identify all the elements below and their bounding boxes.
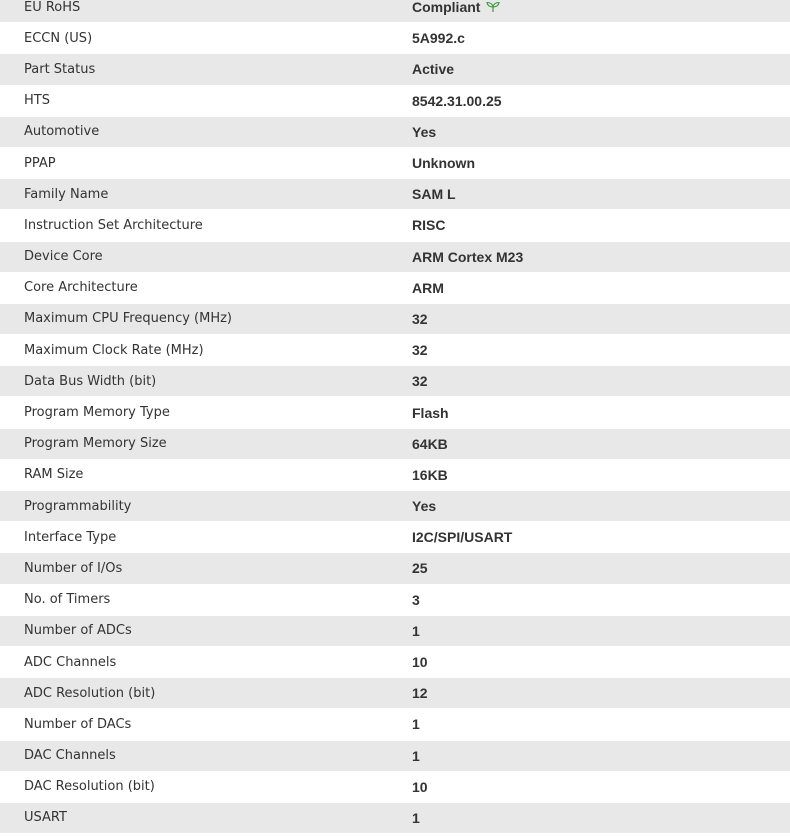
spec-label: ADC Resolution (bit) <box>24 685 156 701</box>
spec-row-max-cpu-frequency <box>0 304 790 335</box>
spec-value: 64KB <box>412 435 448 452</box>
spec-row-adc-resolution <box>0 678 790 709</box>
spec-label: Part Status <box>24 61 96 77</box>
spec-row-number-of-adcs <box>0 616 790 647</box>
spec-label: USART <box>24 810 67 826</box>
spec-label: Automotive <box>24 124 100 140</box>
spec-value <box>387 0 790 15</box>
spec-value: 10 <box>412 654 428 671</box>
spec-row-core-architecture <box>0 273 790 304</box>
spec-row-number-of-ios <box>0 553 790 584</box>
spec-label: Number of DACs <box>24 716 132 732</box>
spec-row-device-core <box>0 242 790 273</box>
spec-value: 32 <box>412 373 428 390</box>
spec-label: Maximum Clock Rate (MHz) <box>24 342 204 358</box>
spec-value: 1 <box>412 747 420 764</box>
spec-row-dac-resolution <box>0 772 790 803</box>
spec-value: 16KB <box>412 466 448 483</box>
spec-row-programmability <box>0 491 790 522</box>
spec-value: Active <box>412 61 455 78</box>
spec-value: 32 <box>412 310 428 327</box>
spec-row-hts <box>0 86 790 117</box>
spec-value: Yes <box>412 123 437 140</box>
spec-value: 12 <box>412 685 428 702</box>
spec-label: Family Name <box>24 186 109 202</box>
spec-label: Core Architecture <box>24 280 138 296</box>
spec-label: Interface Type <box>24 529 117 545</box>
spec-label: Program Memory Type <box>24 405 170 421</box>
spec-row-program-memory-type <box>0 397 790 428</box>
spec-row-max-clock-rate <box>0 335 790 366</box>
spec-value: 32 <box>412 342 428 359</box>
spec-label: ECCN (US) <box>24 30 93 46</box>
leaf-icon <box>486 1 500 13</box>
spec-value: I2C/SPI/USART <box>412 529 513 546</box>
spec-value: ARM <box>412 279 444 296</box>
spec-row-timers <box>0 585 790 616</box>
spec-value: 8542.31.00.25 <box>412 92 502 109</box>
spec-value: 5A992.c <box>412 30 465 47</box>
spec-value: Unknown <box>412 155 475 172</box>
spec-row-interface-type <box>0 522 790 553</box>
spec-value: 1 <box>412 622 420 639</box>
spec-row-ppap <box>0 148 790 179</box>
spec-value: RISC <box>412 217 446 234</box>
spec-row-program-memory-size <box>0 429 790 460</box>
spec-value: SAM L <box>412 186 456 203</box>
spec-row-isa <box>0 210 790 241</box>
spec-row-number-of-dacs <box>0 709 790 740</box>
spec-row-adc-channels <box>0 647 790 678</box>
spec-value: 1 <box>412 809 420 826</box>
spec-row-family-name <box>0 179 790 210</box>
spec-label: Device Core <box>24 249 103 265</box>
spec-label: DAC Resolution (bit) <box>24 779 155 795</box>
spec-row-part-status <box>0 54 790 85</box>
spec-label: Programmability <box>24 498 132 514</box>
spec-row-data-bus-width <box>0 366 790 397</box>
spec-value: Yes <box>412 498 437 515</box>
spec-value: 10 <box>412 778 428 795</box>
spec-row-dac-channels <box>0 741 790 772</box>
spec-value: 25 <box>412 560 428 577</box>
spec-row-automotive <box>0 117 790 148</box>
spec-value-text: Compliant <box>412 0 481 16</box>
spec-row-eccn <box>0 23 790 54</box>
spec-label: ADC Channels <box>24 654 117 670</box>
spec-label: Number of ADCs <box>24 623 132 639</box>
spec-row-ram-size <box>0 460 790 491</box>
spec-label: Number of I/Os <box>24 560 123 576</box>
spec-label: Maximum CPU Frequency (MHz) <box>24 311 232 327</box>
spec-value: ARM Cortex M23 <box>412 248 524 265</box>
spec-value: Flash <box>412 404 449 421</box>
spec-row-eu-rohs <box>0 0 790 23</box>
spec-label: PPAP <box>24 155 56 171</box>
spec-label: DAC Channels <box>24 748 116 764</box>
spec-label: No. of Timers <box>24 592 111 608</box>
spec-label: Data Bus Width (bit) <box>24 373 157 389</box>
spec-label: RAM Size <box>24 467 84 483</box>
spec-label: Instruction Set Architecture <box>24 217 203 233</box>
spec-value: 3 <box>412 591 420 608</box>
spec-label: HTS <box>24 93 50 109</box>
spec-label: Program Memory Size <box>24 436 167 452</box>
spec-value: 1 <box>412 716 420 733</box>
spec-label: EU RoHS <box>24 0 81 15</box>
spec-row-usart <box>0 803 790 834</box>
